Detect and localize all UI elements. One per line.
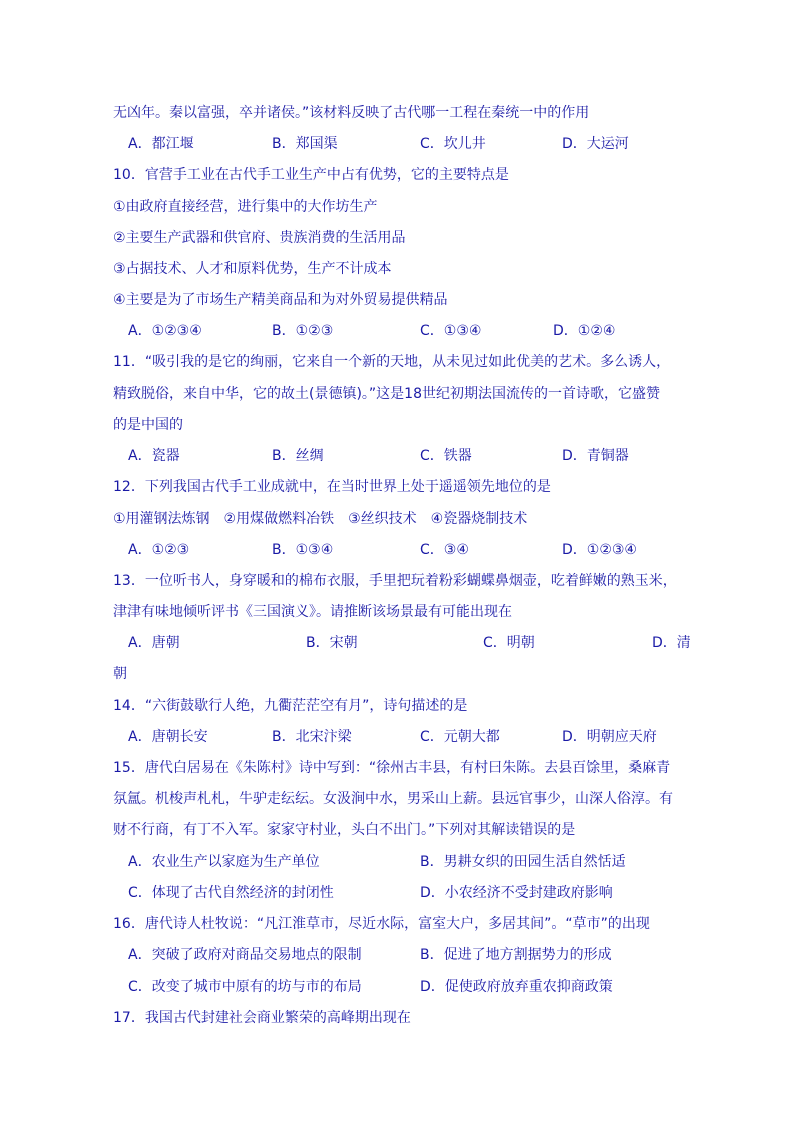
q11-option-a: A．瓷器 [128, 448, 180, 464]
q11-stem-line-2: 精致脱俗，来自中华，它的故土(景德镇)。”这是18世纪初期法国流传的一首诗歌，它盛赞 [113, 386, 660, 402]
q13-option-d: D．清 [652, 635, 691, 651]
q10-item-1: ①由政府直接经营，进行集中的大作坊生产 [113, 199, 378, 215]
q12-option-d: D．①②③④ [562, 542, 637, 558]
q10-option-b: B．①②③ [272, 323, 334, 339]
q13-stem-line-1: 13．一位听书人，身穿暖和的棉布衣服，手里把玩着粉彩蝴蝶鼻烟壶，吃着鲜嫩的熟玉米， [113, 573, 677, 589]
q14-option-d: D．明朝应天府 [562, 729, 657, 745]
q13-option-a: A．唐朝 [128, 635, 180, 651]
q10-option-d: D．①②④ [553, 323, 616, 339]
q15-stem-line-3: 财不行商，有丁不入军。家家守村业，头白不出门。”下列对其解读错误的是 [113, 822, 576, 838]
q16-option-d: D．促使政府放弃重农抑商政策 [420, 979, 613, 995]
q9-option-b: B．郑国渠 [272, 136, 338, 152]
q12-items: ①用灌钢法炼钢 ②用煤做燃料冶铁 ③丝织技术 ④瓷器烧制技术 [113, 511, 528, 527]
q11-option-c: C．铁器 [420, 448, 472, 464]
q13-option-b: B．宋朝 [306, 635, 358, 651]
q15-stem-line-2: 氛氲。机梭声札札，牛驴走纭纭。女汲涧中水，男采山上薪。县远官事少，山深人俗淳。有 [113, 791, 673, 807]
q14-option-c: C．元朝大都 [420, 729, 500, 745]
q12-option-c: C．③④ [420, 542, 469, 558]
q9-option-a: A．都江堰 [128, 136, 194, 152]
q16-option-c: C．改变了城市中原有的坊与市的布局 [128, 979, 362, 995]
q11-stem-line-3: 的是中国的 [113, 417, 183, 433]
q10-option-a: A．①②③④ [128, 323, 202, 339]
q13-option-c: C．明朝 [483, 635, 535, 651]
q12-option-b: B．①③④ [272, 542, 334, 558]
q15-option-c: C．体现了古代自然经济的封闭性 [128, 885, 334, 901]
q10-item-2: ②主要生产武器和供官府、贵族消费的生活用品 [113, 230, 406, 246]
q12-stem: 12．下列我国古代手工业成就中，在当时世界上处于遥遥领先地位的是 [113, 479, 551, 495]
q17-stem: 17．我国古代封建社会商业繁荣的高峰期出现在 [113, 1010, 411, 1026]
q13-option-d-wrap: 朝 [113, 666, 127, 682]
q14-option-b: B．北宋汴梁 [272, 729, 352, 745]
q16-stem: 16．唐代诗人杜牧说：“凡江淮草市，尽近水际，富室大户，多居其间”。“草市”的出现 [113, 916, 650, 932]
q15-option-d: D．小农经济不受封建政府影响 [420, 885, 613, 901]
q10-option-c: C．①③④ [420, 323, 482, 339]
q14-option-a: A．唐朝长安 [128, 729, 208, 745]
q9-option-c: C．坎儿井 [420, 136, 486, 152]
q11-stem-line-1: 11．“吸引我的是它的绚丽，它来自一个新的天地，从未见过如此优美的艺术。多么诱人， [113, 354, 671, 370]
q9-option-d: D．大运河 [562, 136, 629, 152]
q10-item-4: ④主要是为了市场生产精美商品和为对外贸易提供精品 [113, 292, 448, 308]
q12-option-a: A．①②③ [128, 542, 190, 558]
q13-stem-line-2: 津津有味地倾听评书《三国演义》。请推断该场景最有可能出现在 [113, 604, 512, 620]
q10-stem: 10．官营手工业在古代手工业生产中占有优势，它的主要特点是 [113, 167, 509, 183]
q15-option-a: A．农业生产以家庭为生产单位 [128, 854, 320, 870]
q11-option-b: B．丝绸 [272, 448, 324, 464]
q16-option-a: A．突破了政府对商品交易地点的限制 [128, 947, 362, 963]
q15-option-b: B．男耕女织的田园生活自然恬适 [420, 854, 626, 870]
q11-option-d: D．青铜器 [562, 448, 629, 464]
q15-stem-line-1: 15．唐代白居易在《朱陈村》诗中写到：“徐州古丰县，有村曰朱陈。去县百馀里，桑麻青 [113, 760, 671, 776]
q10-item-3: ③占据技术、人才和原料优势，生产不计成本 [113, 261, 392, 277]
q16-option-b: B．促进了地方割据势力的形成 [420, 947, 612, 963]
q14-stem: 14．“六街鼓歇行人绝，九衢茫茫空有月”，诗句描述的是 [113, 698, 468, 714]
q9-stem-tail: 无凶年。秦以富强，卒并诸侯。”该材料反映了古代哪一工程在秦统一中的作用 [113, 105, 590, 121]
